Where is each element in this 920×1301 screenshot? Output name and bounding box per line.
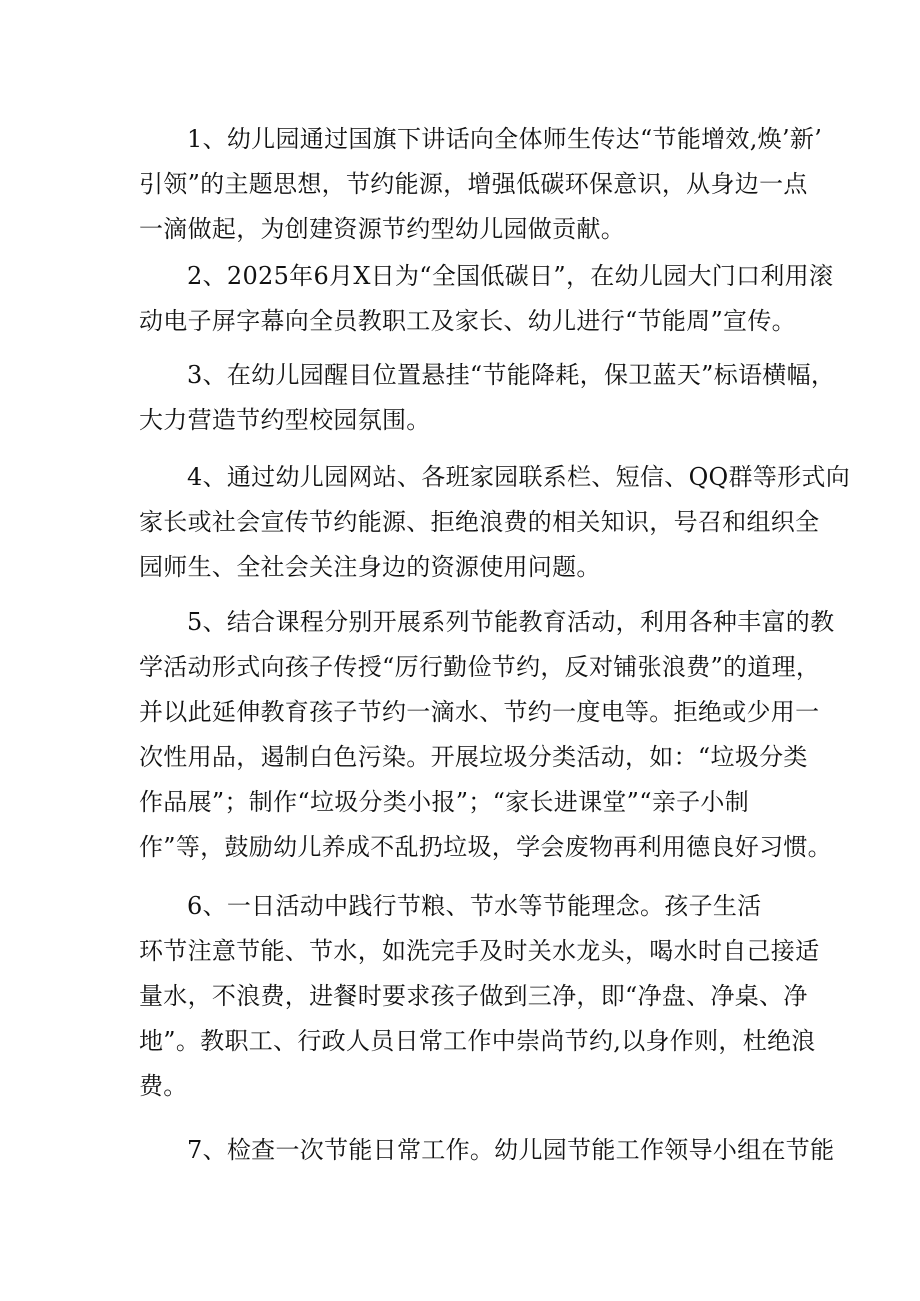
text-line: 环节注意节能、节水，如洗完手及时关水龙头，喝水时自己接适 [139, 937, 820, 965]
text-line: 7、检查一次节能日常工作。幼儿园节能工作领导小组在节能 [187, 1136, 835, 1164]
paragraph-3 [139, 353, 836, 443]
text-line: 一滴做起，为创建资源节约型幼儿园做贡献。 [139, 215, 625, 243]
paragraph-6 [139, 884, 820, 1109]
text-line: 引领”的主题思想，节约能源，增强低碳环保意识，从身边一点 [139, 170, 808, 198]
text-line: 量水，不浪费，进餐时要求孩子做到三净，即“净盘、净桌、净 [139, 982, 808, 1010]
text-line: 4、通过幼儿园网站、各班家园联系栏、短信、QQ群等形式向 [187, 463, 851, 491]
text-line: 学活动形式向孩子传授“厉行勤俭节约，反对铺张浪费”的道理， [139, 653, 821, 681]
text-line: 费。 [139, 1072, 188, 1100]
text-line: 次性用品，遏制白色污染。开展垃圾分类活动，如：“垃圾分类 [139, 743, 808, 771]
paragraph-2 [139, 254, 834, 344]
paragraph-7 [139, 1128, 835, 1173]
text-line: 作品展”；制作“垃圾分类小报”；“家长进课堂”“亲子小制 [139, 788, 750, 816]
text-line: 大力营造节约型校园氛围。 [139, 406, 431, 434]
text-line: 家长或社会宣传节约能源、拒绝浪费的相关知识，号召和组织全 [139, 508, 820, 536]
text-line: 6、一日活动中践行节粮、节水等节能理念。孩子生活 [187, 892, 762, 920]
text-line: 作”等，鼓励幼儿养成不乱扔垃圾，学会废物再利用德良好习惯。 [139, 833, 832, 861]
paragraph-4 [139, 455, 851, 590]
paragraph-1 [139, 117, 823, 252]
text-line: 3、在幼儿园醒目位置悬挂“节能降耗，保卫蓝天”标语横幅， [187, 361, 836, 389]
text-line: 园师生、全社会关注身边的资源使用问题。 [139, 553, 601, 581]
text-line: 动电子屏字幕向全员教职工及家长、幼儿进行“节能周”宣传。 [139, 307, 796, 335]
text-line: 1、幼儿园通过国旗下讲话向全体师生传达“节能增效,焕’新’ [187, 125, 823, 153]
text-line: 5、结合课程分别开展系列节能教育活动，利用各种丰富的教 [187, 608, 835, 636]
text-line: 并以此延伸教育孩子节约一滴水、节约一度电等。拒绝或少用一 [139, 698, 820, 726]
text-line: 地”。教职工、行政人员日常工作中崇尚节约,以身作则，杜绝浪 [139, 1027, 816, 1055]
paragraph-5 [139, 600, 835, 870]
text-line: 2、2025年6月X日为“全国低碳日”，在幼儿园大门口利用滚 [187, 262, 834, 290]
